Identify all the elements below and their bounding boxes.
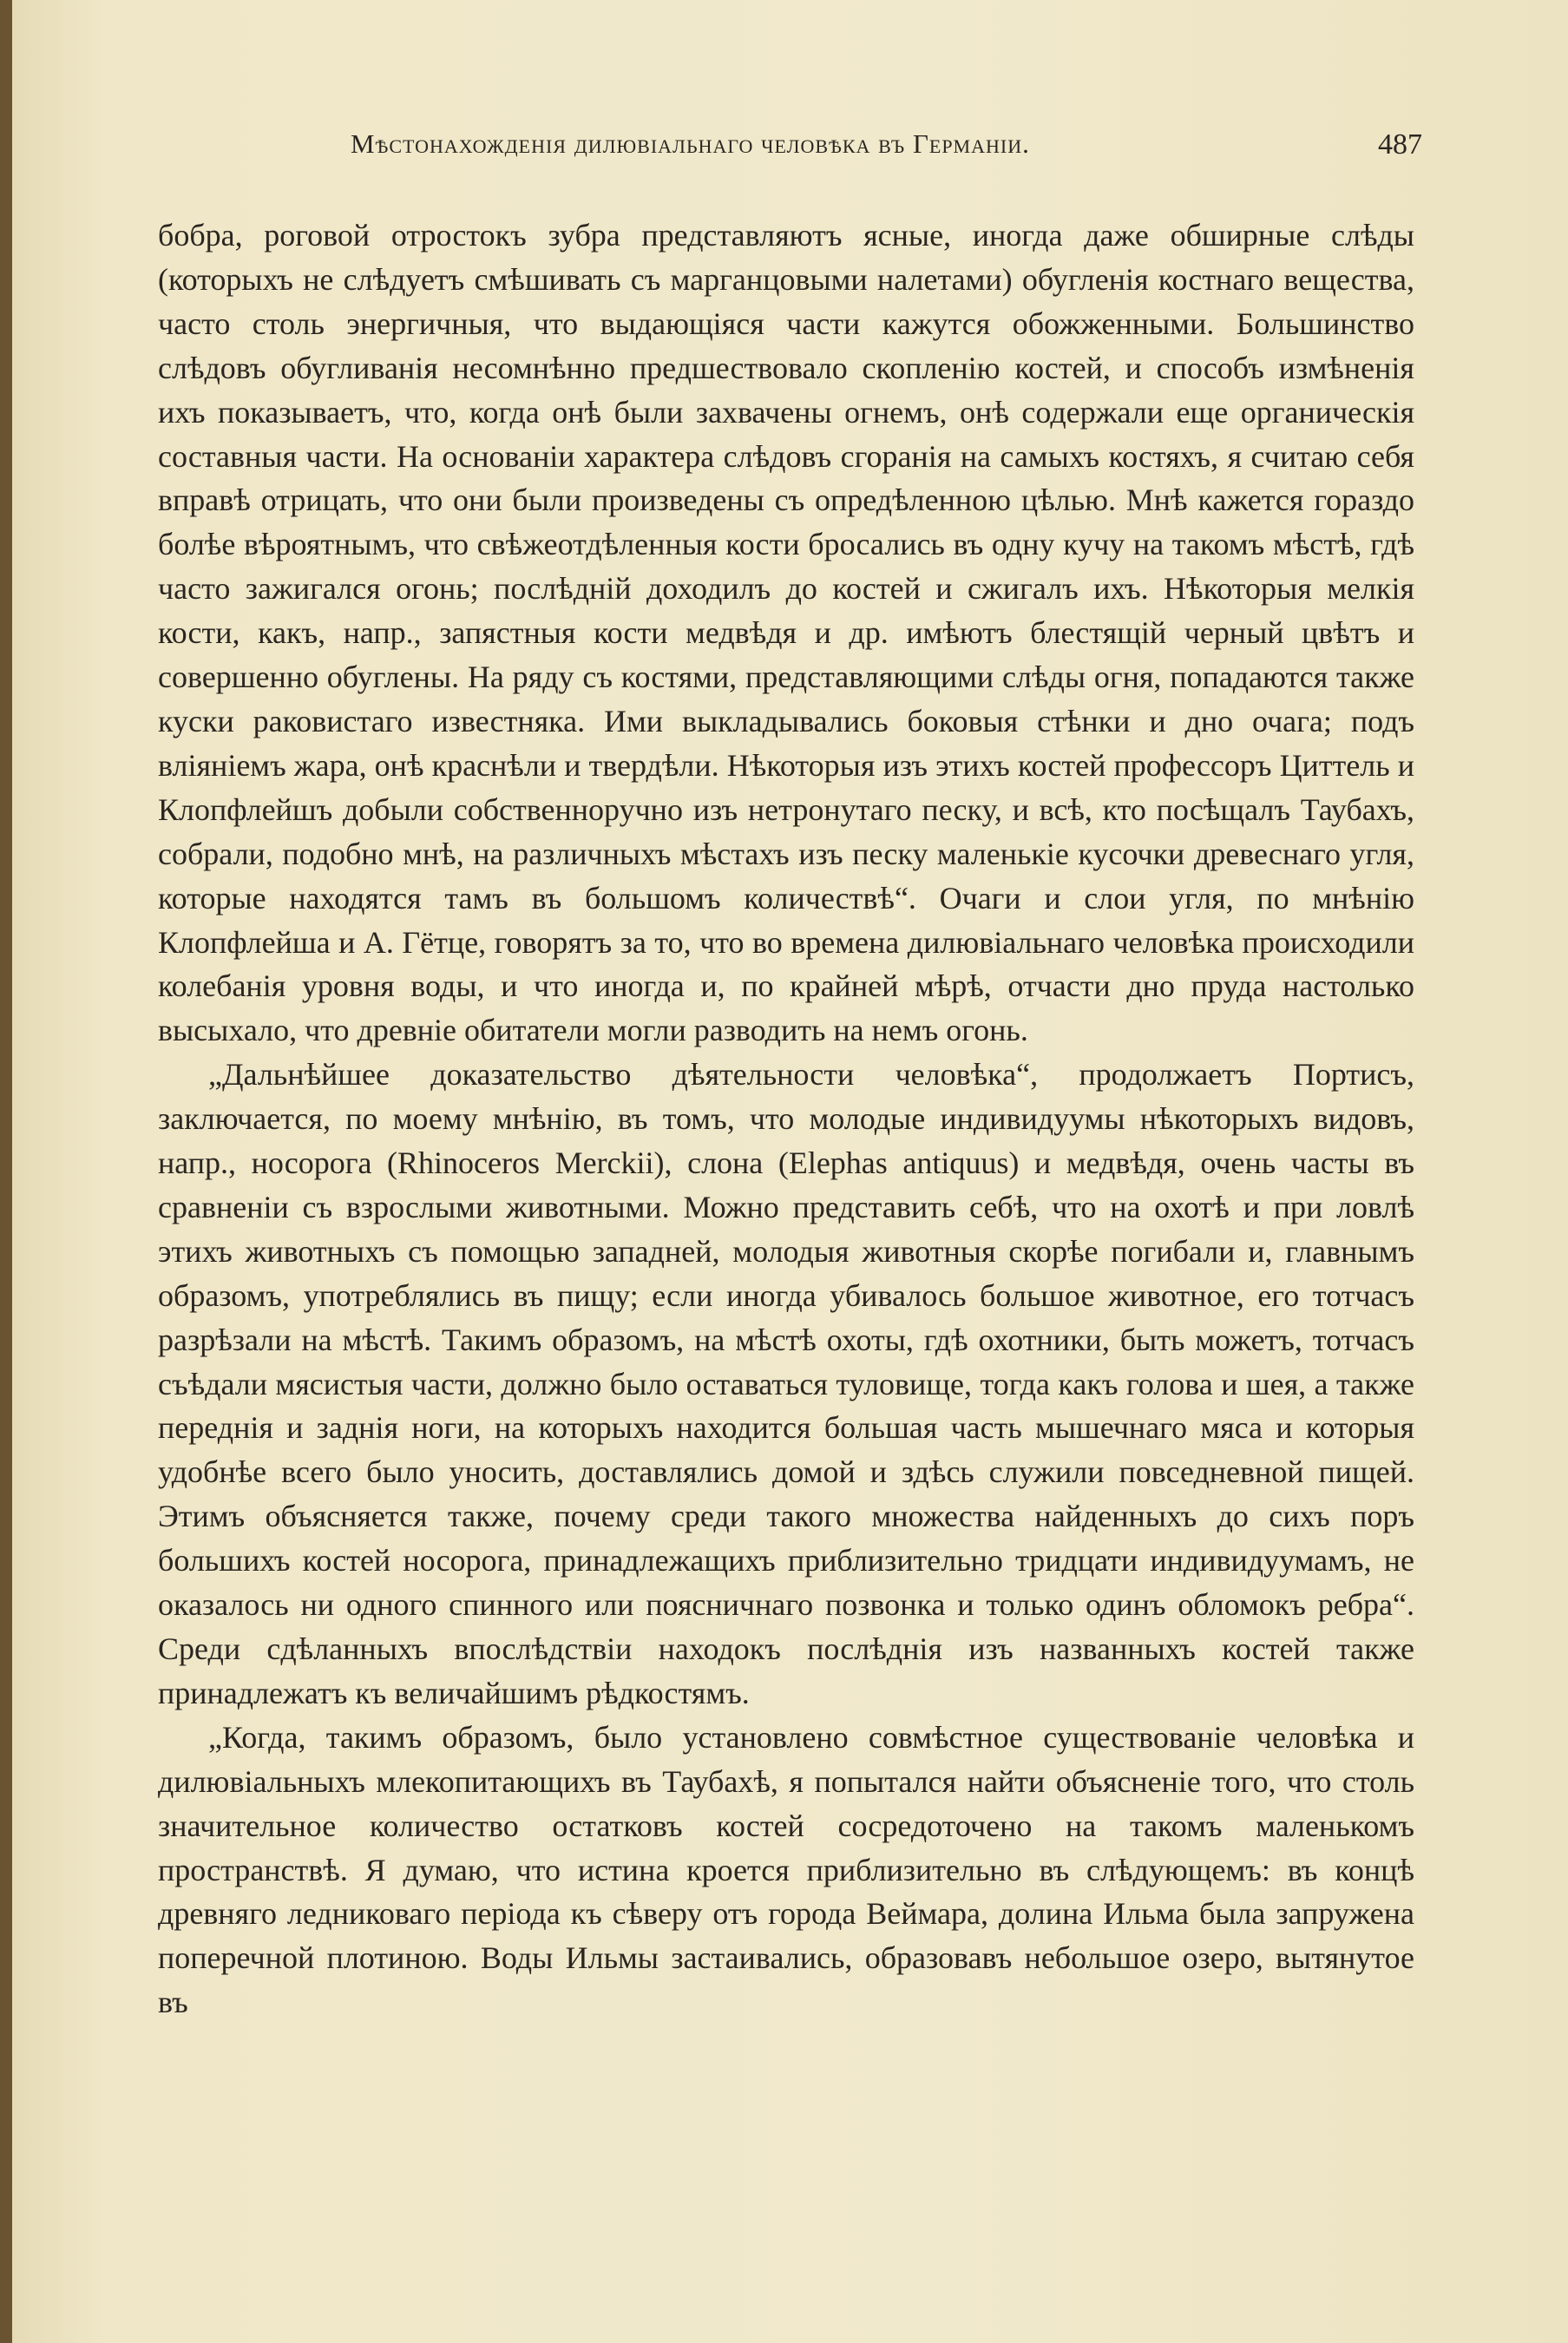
paragraph: „Дальнѣйшее доказательство дѣятельности человѣка“, продолжаетъ Портисъ, заключается, по моему мнѣнію, въ томъ, что молодые индивидуумы нѣкоторыхъ видовъ, напр., носорога (Rhinoceros Merckii), слона (Elephas antiquus) и медвѣдя, очень часты въ сравненіи съ взрослыми животными. Можно представить себѣ, что на охотѣ и при ловлѣ этихъ животныхъ съ помощью западней, молодыя животныя скорѣе погибали и, главнымъ образомъ, употреблялись въ пищу; если иногда убивалось большое животное, его тотчасъ разрѣзали на мѣстѣ. Такимъ образомъ, на мѣстѣ охоты, гдѣ охотники, быть можетъ, тотчасъ съѣдали мясистыя части, должно было оставаться туловище, тогда какъ голова и шея, а также переднія и заднія ноги, на которыхъ находится большая часть мышечнаго мяса и которыя удобнѣе всего было уносить, доставлялись домой и здѣсь служили повседневной пищей. Этимъ объясняется также, почему среди такого множества найденныхъ до сихъ поръ большихъ костей носорога, принадлежащихъ приблизительно тридцати индивидуумамъ, не оказалось ни одного спинного или поясничнаго позвонка и только одинъ обломокъ ребра“. Среди сдѣланныхъ впослѣдствіи находокъ послѣднія изъ названныхъ костей также принадлежатъ къ величайшимъ рѣдкостямъ.	[158, 1057, 1414, 1710]
body-text	[158, 213, 1414, 2025]
page-header	[329, 128, 1422, 172]
page-number: 487	[1378, 128, 1422, 161]
paragraph: бобра, роговой отростокъ зубра представляютъ ясные, иногда даже обширные слѣды (которыхъ не слѣдуетъ смѣшивать съ марганцовыми налетами) обугленія костнаго вещества, часто столь энергичныя, что выдающіяся части кажутся обожженными. Большинство слѣдовъ обугливанія несомнѣнно предшествовало скопленію костей, и способъ измѣненія ихъ показываетъ, что, когда онѣ были захвачены огнемъ, онѣ содержали еще органическія составныя части. На основаніи характера слѣдовъ сгоранія на самыхъ костяхъ, я считаю себя вправѣ отрицать, что они были произведены съ опредѣленною цѣлью. Мнѣ кажется гораздо болѣе вѣроятнымъ, что свѣжеотдѣленныя кости бросались въ одну кучу на такомъ мѣстѣ, гдѣ часто зажигался огонь; послѣдній доходилъ до костей и сжигалъ ихъ. Нѣкоторыя мелкія кости, какъ, напр., запястныя кости медвѣдя и др. имѣютъ блестящій черный цвѣтъ и совершенно обуглены. На ряду съ костями, представляющими слѣды огня, попадаются также куски раковистаго известняка. Ими выкладывались боковыя стѣнки и дно очага; подъ вліяніемъ жара, онѣ краснѣли и твердѣли. Нѣкоторыя изъ этихъ костей профессоръ Циттель и Клопфлейшъ добыли собственноручно изъ нетронутаго песку, и всѣ, кто посѣщалъ Таубахъ, собрали, подобно мнѣ, на различныхъ мѣстахъ изъ песку маленькіе кусочки древеснаго угля, которые находятся тамъ въ большомъ количествѣ“. Очаги и слои угля, по мнѣнію Клопфлейша и А. Гётце, говорятъ за то, что во времена дилювіальнаго человѣка происходили колебанія уровня воды, и что иногда и, по крайней мѣрѣ, отчасти дно пруда настолько высыхало, что древніе обитатели могли разводить на немъ огонь.	[158, 218, 1414, 1048]
book-page	[12, 0, 1568, 2343]
page-binding-edge	[0, 0, 12, 2343]
running-title: Мѣстонахожденія дилювіальнаго человѣка въ Германіи.	[351, 128, 1030, 159]
paragraph: „Когда, такимъ образомъ, было установлено совмѣстное существованіе человѣка и дилювіальныхъ млекопитающихъ въ Таубахѣ, я попытался найти объясненіе того, что столь значительное количество остатковъ костей сосредоточено на такомъ маленькомъ пространствѣ. Я думаю, что истина кроется приблизительно въ слѣдующемъ: въ концѣ древняго ледниковаго періода къ сѣверу отъ города Веймара, долина Ильма была запружена поперечной плотиною. Воды Ильмы застаивались, образовавъ небольшое озеро, вытянутое въ	[158, 1719, 1414, 2020]
